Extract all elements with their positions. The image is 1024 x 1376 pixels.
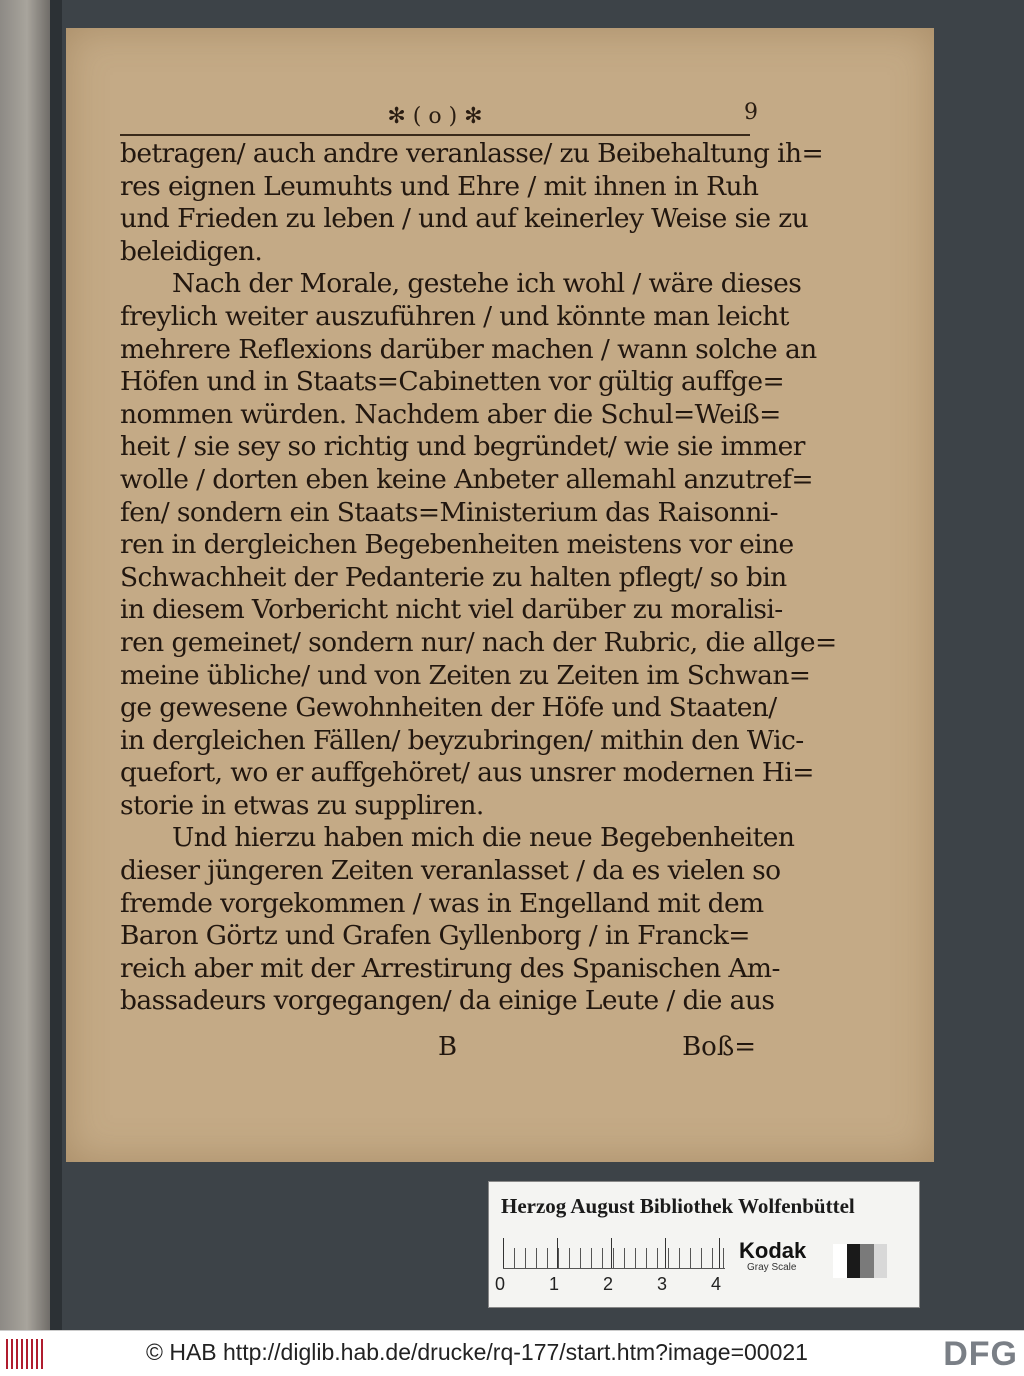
text-line: in diesem Vorbericht nicht viel darüber zu moralisi- (120, 594, 783, 626)
ruler-number: 3 (657, 1274, 668, 1294)
ruler-number: 4 (711, 1274, 722, 1294)
ruler-number: 2 (603, 1274, 614, 1294)
page-number: 9 (744, 100, 758, 125)
text-line: ge gewesene Gewohnheiten der Höfe und Staaten/ (120, 692, 777, 724)
copyright-link[interactable]: © HAB http://diglib.hab.de/drucke/rq-177/start.htm?image=00021 (146, 1339, 808, 1365)
text-line: res eignen Leumuhts und Ehre / mit ihnen in Ruh (120, 170, 759, 202)
kodak-logo: Kodak (739, 1238, 807, 1263)
text-line: storie in etwas zu suppliren. (120, 789, 484, 821)
text-line: ren gemeinet/ sondern nur/ nach der Rubric, die allge= (120, 626, 837, 658)
text-line: dieser jüngeren Zeiten veranlasset / da es vielen so (120, 855, 781, 887)
gray-patch (860, 1244, 874, 1278)
text-line: heit / sie sey so richtig und begründet/ wie sie immer (120, 431, 805, 463)
hab-barcode-icon (6, 1339, 46, 1369)
scale-ruler (503, 1238, 725, 1269)
gray-patch (847, 1244, 861, 1278)
text-line: nommen würden. Nachdem aber die Schul=Weiß= (120, 398, 781, 430)
text-line: reich aber mit der Arrestirung des Spanischen Am- (120, 952, 780, 984)
text-line: Nach der Morale, gestehe ich wohl / wäre dieses (172, 268, 802, 300)
text-line: meine übliche/ und von Zeiten zu Zeiten im Schwan= (120, 659, 811, 691)
page-footer-line (120, 1032, 756, 1066)
gray-patches (833, 1244, 887, 1278)
gray-patch (833, 1244, 847, 1278)
text-line: Baron Görtz und Grafen Gyllenborg / in Franck= (120, 920, 750, 952)
catchword: Boß= (682, 1032, 756, 1062)
color-target-card (488, 1181, 920, 1308)
page-text (120, 138, 837, 1018)
text-line: beleidigen. (120, 235, 263, 267)
ruler-number: 0 (495, 1274, 506, 1294)
ruler-numbers (495, 1274, 735, 1298)
gray-patch (874, 1244, 888, 1278)
text-line: und Frieden zu leben / und auf keinerley Weise sie zu (120, 203, 809, 235)
gray-scale-label: Gray Scale (747, 1262, 797, 1273)
page-header (120, 100, 758, 136)
text-line: in dergleichen Fällen/ beyzubringen/ mithin den Wic- (120, 724, 804, 756)
ruler-number: 1 (549, 1274, 560, 1294)
viewer-footer (0, 1330, 1024, 1376)
text-line: wolle / dorten eben keine Anbeter allemahl anzutref= (120, 463, 813, 495)
text-line: fremde vorgekommen / was in Engelland mit dem (120, 887, 764, 919)
text-line: Und hierzu haben mich die neue Begebenheiten (172, 822, 795, 854)
signature-mark: B (438, 1032, 458, 1062)
ruler-major-ticks (503, 1238, 725, 1268)
text-line: bassadeurs vorgegangen/ da einige Leute / die aus (120, 985, 775, 1017)
text-line: freylich weiter auszuführen / und könnte man leicht (120, 300, 789, 332)
dfg-logo: DFG (943, 1335, 1018, 1373)
book-page (66, 28, 934, 1162)
text-line: betragen/ auch andre veranlasse/ zu Beibehaltung ih= (120, 138, 824, 169)
text-line: mehrere Reflexions darüber machen / wann solche an (120, 333, 817, 365)
text-line: fen/ sondern ein Staats=Ministerium das Raisonni- (120, 496, 779, 528)
text-line: Schwachheit der Pedanterie zu halten pflegt/ so bin (120, 561, 787, 593)
text-line: Höfen und in Staats=Cabinetten vor gültig auffge= (120, 366, 785, 398)
text-line: ren in dergleichen Begebenheiten meistens vor eine (120, 529, 794, 561)
text-line: quefort, wo er auffgehöret/ aus unsrer modernen Hi= (120, 757, 814, 789)
institution-name: Herzog August Bibliothek Wolfenbüttel (501, 1194, 855, 1218)
book-gutter (50, 0, 62, 1330)
header-ornament: ✻ ( o ) ✻ (387, 104, 483, 129)
